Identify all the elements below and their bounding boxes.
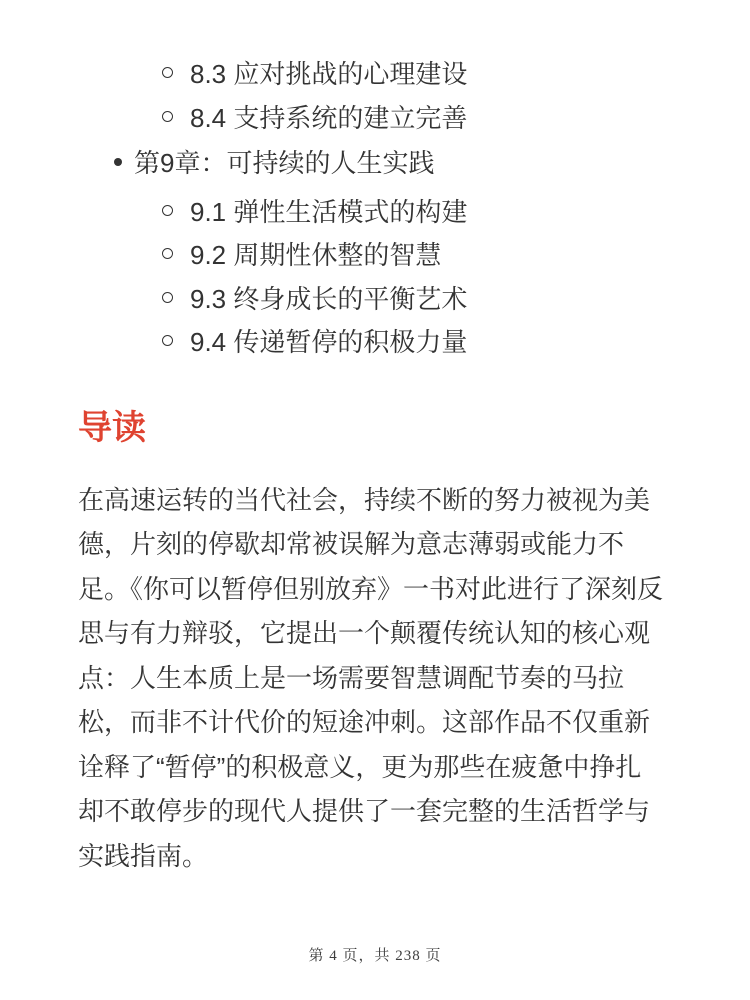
- table-of-contents: [0, 0, 750, 363]
- toc-item: [0, 51, 750, 95]
- toc-item-label: 8.3 应对挑战的心理建设: [190, 59, 468, 90]
- toc-item-label: 9.2 周期性休整的智慧: [190, 240, 442, 271]
- hollow-bullet-icon: [162, 292, 173, 303]
- toc-item-label: 9.1 弹性生活模式的构建: [190, 196, 468, 227]
- hollow-bullet-icon: [162, 67, 173, 78]
- hollow-bullet-icon: [162, 205, 173, 216]
- toc-item-label: 8.4 支持系统的建立完善: [190, 102, 468, 133]
- toc-item: [0, 276, 750, 320]
- toc-item-label: 9.3 终身成长的平衡艺术: [190, 283, 468, 314]
- toc-item-label: 第9章：可持续的人生实践: [134, 148, 435, 179]
- toc-item-chapter: [0, 140, 750, 184]
- hollow-bullet-icon: [162, 111, 173, 122]
- section-heading: 导读: [78, 408, 146, 447]
- intro-paragraph: 在高速运转的当代社会，持续不断的努力被视为美德，片刻的停歇却常被误解为意志薄弱或能力不足。《你可以暂停但别放弃》一书对此进行了深刻反思与有力辩驳，它提出一个颠覆传统认知的核心观点：人生本质上是一场需要智慧调配节奏的马拉松，而非不计代价的短途冲刺。这部作品不仅重新诠释了“暂停”的积极意义，更为那些在疲惫中挣扎却不敢停步的现代人提供了一套完整的生活哲学与实践指南。: [78, 484, 664, 871]
- toc-item-label: 9.4 传递暂停的积极力量: [190, 327, 468, 358]
- toc-item: [0, 319, 750, 363]
- hollow-bullet-icon: [162, 248, 173, 259]
- toc-item: [0, 189, 750, 233]
- page-number-text: 第 4 页，共 238 页: [308, 948, 442, 964]
- toc-item: [0, 95, 750, 139]
- page-footer: [0, 944, 750, 965]
- filled-bullet-icon: [114, 158, 122, 166]
- hollow-bullet-icon: [162, 335, 173, 346]
- toc-item: [0, 232, 750, 276]
